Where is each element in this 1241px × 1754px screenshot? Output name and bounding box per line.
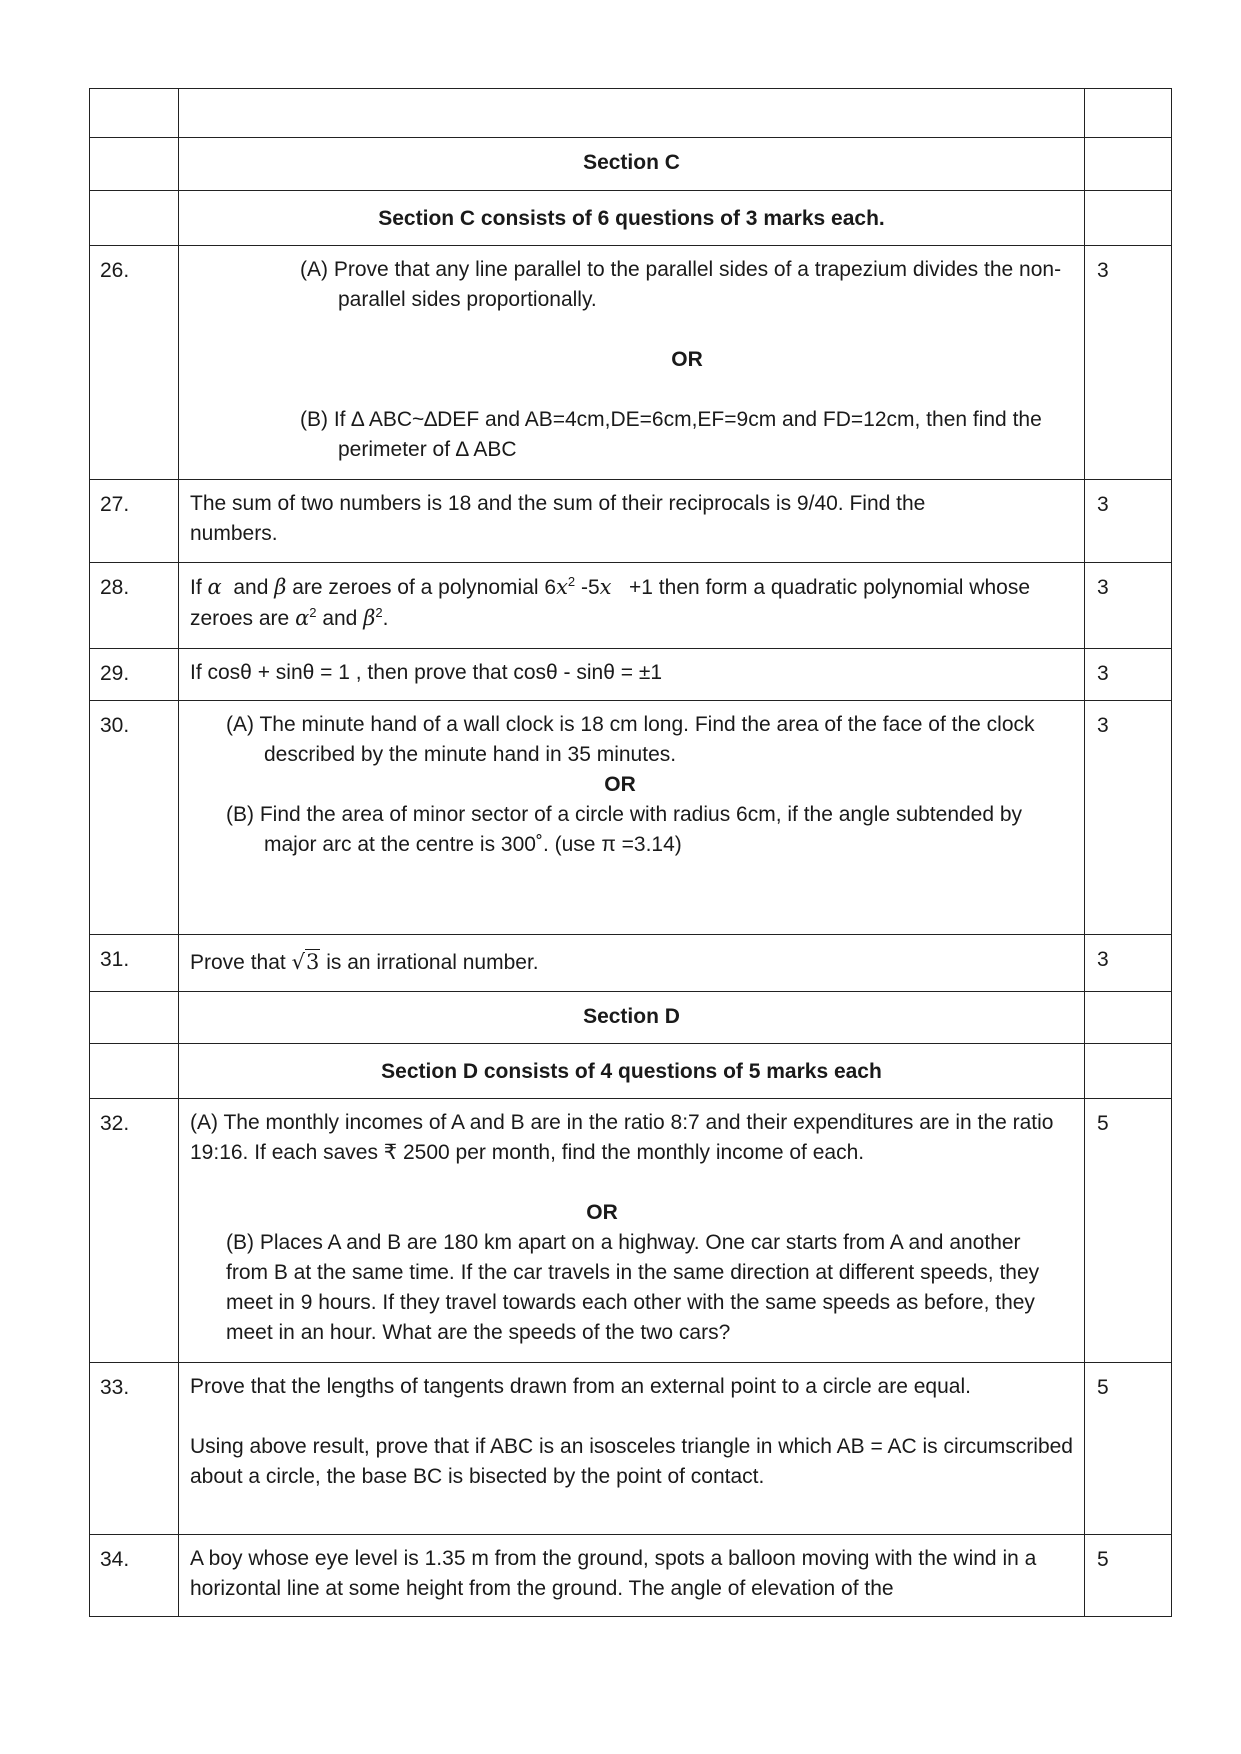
question-text: Prove that √3 is an irrational number. [179,935,1085,992]
or-label: OR [671,348,703,371]
marks: 5 [1085,1099,1172,1363]
question-row-27 [90,480,1172,563]
marks: 3 [1085,563,1172,649]
marks: 3 [1085,480,1172,563]
section-c-title: Section C [179,138,1085,191]
or-label: OR [604,773,636,796]
section-d-title: Section D [179,992,1085,1044]
alpha-symbol: α [207,575,222,599]
option-a: (A) Prove that any line parallel to the parallel sides of a trapezium divides the non-parallel sides proportionally. [300,258,1062,311]
question-number: 31. [90,935,179,992]
question-number: 27. [90,480,179,563]
question-number: 33. [90,1363,179,1535]
blank-cell [179,89,1085,138]
or-label: OR [586,1201,618,1224]
question-text: A boy whose eye level is 1.35 m from the ground, spots a balloon moving with the wind in a horizontal line at some height from the ground. The angle of elevation of the [179,1535,1085,1617]
question-number: 28. [90,563,179,649]
marks: 5 [1085,1535,1172,1617]
question-text: The sum of two numbers is 18 and the sum of their reciprocals is 9/40. Find the numbers. [179,480,1085,563]
option-a: (A) The minute hand of a wall clock is 18 cm long. Find the area of the face of the clock described by the minute hand in 35 minutes. [226,713,1035,766]
question-row-30 [90,701,1172,935]
section-c-subtitle: Section C consists of 6 questions of 3 marks each. [179,191,1085,246]
question-body [179,246,1085,480]
beta-symbol: β [274,575,287,599]
option-a: (A) The monthly incomes of A and B are in the ratio 8:7 and their expenditures are in the ratio 19:16. If each saves ₹ 2500 per month, find the monthly income of each. [190,1111,1054,1164]
section-c-title-row [90,138,1172,191]
question-row-31 [90,935,1172,992]
question-body [179,1363,1085,1535]
question-row-26 [90,246,1172,480]
question-row-34 [90,1535,1172,1617]
question-part-1: Prove that the lengths of tangents drawn from an external point to a circle are equal. [190,1375,971,1398]
section-d-subtitle-row [90,1044,1172,1099]
option-b: (B) If ∆ ABC~∆DEF and AB=4cm,DE=6cm,EF=9cm and FD=12cm, then find the perimeter of ∆ ABC [300,408,1042,461]
marks: 3 [1085,649,1172,701]
question-row-33 [90,1363,1172,1535]
blank-cell [90,89,179,138]
question-number: 32. [90,1099,179,1363]
question-body [179,701,1085,935]
question-paper-table [89,88,1172,1617]
section-c-subtitle-row [90,191,1172,246]
marks: 3 [1085,935,1172,992]
question-row-29 [90,649,1172,701]
square-root: √3 [291,950,320,974]
question-text: If cosθ + sinθ = 1 , then prove that cosθ - sinθ = ±1 [179,649,1085,701]
question-number: 30. [90,701,179,935]
option-b: (B) Find the area of minor sector of a circle with radius 6cm, if the angle subtended by major arc at the centre is 300˚. (use π =3.14) [226,803,1023,856]
question-number: 26. [90,246,179,480]
section-d-title-row [90,992,1172,1044]
question-number: 29. [90,649,179,701]
question-text: If α and β are zeroes of a polynomial $6x^2$ -5x +1 then form a quadratic polynomial whose zeroes are $\alpha^2$ and $\beta^2$. [179,563,1085,649]
option-b: (B) Places A and B are 180 km apart on a highway. One car starts from A and another from B at the same time. If the car travels in the same direction at different speeds, they meet in 9 hours. If they travel towards each other with the same speeds as before, they meet in an hour. What are the speeds of the two cars? [226,1231,1040,1344]
question-body [179,1099,1085,1363]
question-number: 34. [90,1535,179,1617]
question-part-2: Using above result, prove that if ABC is an isosceles triangle in which AB = AC is circumscribed about a circle, the base BC is bisected by the point of contact. [190,1435,1073,1488]
marks: 3 [1085,246,1172,480]
question-row-28 [90,563,1172,649]
question-row-32 [90,1099,1172,1363]
blank-header-row [90,89,1172,138]
blank-cell [1085,89,1172,138]
section-d-subtitle: Section D consists of 4 questions of 5 marks each [179,1044,1085,1099]
marks: 3 [1085,701,1172,935]
marks: 5 [1085,1363,1172,1535]
